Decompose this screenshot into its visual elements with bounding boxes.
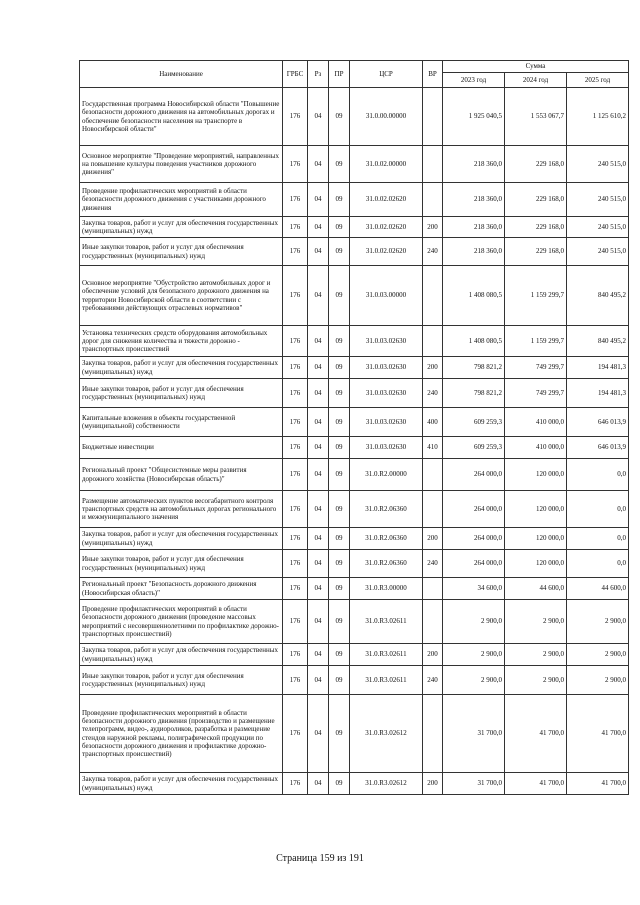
row-sum-2024: 229 168,0 xyxy=(505,217,567,238)
table-row xyxy=(80,600,629,644)
row-sum-2023: 1 408 080,5 xyxy=(443,326,505,357)
row-rz: 04 xyxy=(308,379,329,408)
row-pr: 09 xyxy=(329,326,350,357)
row-sum-2025: 646 013,9 xyxy=(567,437,629,459)
row-csr: 31.0.02.02620 xyxy=(350,183,423,217)
row-name: Капитальные вложения в объекты государственной (муниципальной) собственности xyxy=(80,408,283,437)
row-sum-2025: 240 515,0 xyxy=(567,217,629,238)
row-rz: 04 xyxy=(308,408,329,437)
row-sum-2023: 609 259,3 xyxy=(443,408,505,437)
table-row xyxy=(80,666,629,695)
row-sum-2024: 120 000,0 xyxy=(505,491,567,528)
row-sum-2024: 120 000,0 xyxy=(505,550,567,578)
row-grbs: 176 xyxy=(283,183,308,217)
row-vr xyxy=(423,146,443,183)
header-year-2025: 2025 год xyxy=(567,73,629,88)
row-sum-2023: 264 000,0 xyxy=(443,491,505,528)
row-grbs: 176 xyxy=(283,491,308,528)
header-csr: ЦСР xyxy=(350,61,423,88)
header-vr: ВР xyxy=(423,61,443,88)
row-grbs: 176 xyxy=(283,666,308,695)
row-pr: 09 xyxy=(329,238,350,266)
row-vr: 400 xyxy=(423,408,443,437)
row-sum-2023: 34 600,0 xyxy=(443,578,505,600)
row-name: Основное мероприятие "Проведение мероприятий, направленных на повышение культуры поведения участников дорожного движения" xyxy=(80,146,283,183)
row-csr: 31.0.03.02630 xyxy=(350,379,423,408)
table-row xyxy=(80,550,629,578)
table-row xyxy=(80,357,629,379)
row-name: Проведение профилактических мероприятий в области безопасности дорожного движения (проведение массовых мероприятий с несовершеннолетними по профилактике дорожно-транспортных происшествий) xyxy=(80,600,283,644)
row-sum-2025: 0,0 xyxy=(567,491,629,528)
row-sum-2023: 218 360,0 xyxy=(443,217,505,238)
row-csr: 31.0.R2.06360 xyxy=(350,550,423,578)
row-pr: 09 xyxy=(329,357,350,379)
row-sum-2025: 2 900,0 xyxy=(567,600,629,644)
row-pr: 09 xyxy=(329,146,350,183)
row-name: Бюджетные инвестиции xyxy=(80,437,283,459)
row-sum-2025: 194 481,3 xyxy=(567,357,629,379)
table-row xyxy=(80,217,629,238)
row-name: Региональный проект "Общесистемные меры развития дорожного хозяйства (Новосибирская область)" xyxy=(80,459,283,491)
row-sum-2024: 410 000,0 xyxy=(505,408,567,437)
row-sum-2023: 798 821,2 xyxy=(443,357,505,379)
row-grbs: 176 xyxy=(283,600,308,644)
row-grbs: 176 xyxy=(283,146,308,183)
row-csr: 31.0.03.00000 xyxy=(350,266,423,326)
row-name: Закупка товаров, работ и услуг для обеспечения государственных (муниципальных) нужд xyxy=(80,528,283,550)
header-year-2024: 2024 год xyxy=(505,73,567,88)
row-pr: 09 xyxy=(329,666,350,695)
row-sum-2025: 240 515,0 xyxy=(567,238,629,266)
row-sum-2025: 0,0 xyxy=(567,528,629,550)
row-rz: 04 xyxy=(308,550,329,578)
table-row xyxy=(80,408,629,437)
row-pr: 09 xyxy=(329,695,350,773)
row-sum-2024: 41 700,0 xyxy=(505,773,567,795)
row-sum-2023: 2 900,0 xyxy=(443,644,505,666)
row-sum-2024: 44 600,0 xyxy=(505,578,567,600)
row-vr xyxy=(423,491,443,528)
header-name: Наименование xyxy=(80,61,283,88)
row-name: Размещение автоматических пунктов весогабаритного контроля транспортных средств на автомобильных дорогах регионального и межмуниципального значения xyxy=(80,491,283,528)
row-sum-2024: 229 168,0 xyxy=(505,183,567,217)
row-csr: 31.0.R2.06360 xyxy=(350,528,423,550)
row-csr: 31.0.R3.02612 xyxy=(350,695,423,773)
row-sum-2023: 264 000,0 xyxy=(443,528,505,550)
row-csr: 31.0.R3.02612 xyxy=(350,773,423,795)
row-name: Закупка товаров, работ и услуг для обеспечения государственных (муниципальных) нужд xyxy=(80,644,283,666)
row-pr: 09 xyxy=(329,600,350,644)
row-csr: 31.0.R2.00000 xyxy=(350,459,423,491)
row-csr: 31.0.R3.02611 xyxy=(350,600,423,644)
row-csr: 31.0.03.02630 xyxy=(350,408,423,437)
row-sum-2025: 646 013,9 xyxy=(567,408,629,437)
table-row xyxy=(80,695,629,773)
row-csr: 31.0.03.02630 xyxy=(350,326,423,357)
row-rz: 04 xyxy=(308,88,329,146)
row-grbs: 176 xyxy=(283,357,308,379)
row-grbs: 176 xyxy=(283,644,308,666)
table-row xyxy=(80,491,629,528)
row-rz: 04 xyxy=(308,666,329,695)
row-csr: 31.0.02.00000 xyxy=(350,146,423,183)
row-sum-2024: 2 900,0 xyxy=(505,600,567,644)
row-sum-2023: 609 259,3 xyxy=(443,437,505,459)
row-rz: 04 xyxy=(308,578,329,600)
row-vr: 240 xyxy=(423,238,443,266)
row-pr: 09 xyxy=(329,437,350,459)
page-number: Страница 159 из 191 xyxy=(276,853,364,864)
row-rz: 04 xyxy=(308,217,329,238)
row-csr: 31.0.R2.06360 xyxy=(350,491,423,528)
row-pr: 09 xyxy=(329,88,350,146)
row-pr: 09 xyxy=(329,550,350,578)
table-row xyxy=(80,238,629,266)
row-sum-2025: 2 900,0 xyxy=(567,644,629,666)
table-row xyxy=(80,379,629,408)
row-grbs: 176 xyxy=(283,408,308,437)
table-row xyxy=(80,326,629,357)
row-sum-2024: 410 000,0 xyxy=(505,437,567,459)
row-sum-2025: 840 495,2 xyxy=(567,326,629,357)
row-name: Основное мероприятие "Обустройство автомобильных дорог и обеспечение условий для безопасного дорожного движения на территории Новосибирской области в соответствии с требованиями действующих отраслевых нормативов" xyxy=(80,266,283,326)
row-sum-2025: 0,0 xyxy=(567,459,629,491)
row-sum-2025: 240 515,0 xyxy=(567,183,629,217)
row-grbs: 176 xyxy=(283,695,308,773)
row-rz: 04 xyxy=(308,600,329,644)
row-grbs: 176 xyxy=(283,88,308,146)
row-grbs: 176 xyxy=(283,459,308,491)
row-grbs: 176 xyxy=(283,550,308,578)
row-sum-2023: 264 000,0 xyxy=(443,459,505,491)
row-sum-2024: 1 159 299,7 xyxy=(505,266,567,326)
row-vr: 200 xyxy=(423,644,443,666)
row-rz: 04 xyxy=(308,773,329,795)
row-csr: 31.0.02.02620 xyxy=(350,238,423,266)
row-csr: 31.0.R3.02611 xyxy=(350,644,423,666)
row-sum-2024: 1 553 067,7 xyxy=(505,88,567,146)
header-grbs: ГРБС xyxy=(283,61,308,88)
row-pr: 09 xyxy=(329,459,350,491)
row-sum-2024: 41 700,0 xyxy=(505,695,567,773)
row-csr: 31.0.03.02630 xyxy=(350,437,423,459)
row-sum-2025: 2 900,0 xyxy=(567,666,629,695)
row-name: Проведение профилактических мероприятий в области безопасности дорожного движения (производство и размещение телепрограмм, видео-, аудиороликов, разработка и размещение стендов наружной рекламы, полиграфической продукции по безопасности дорожного движения и профилактике дорожно-транспортных происшествий) xyxy=(80,695,283,773)
row-vr xyxy=(423,183,443,217)
row-pr: 09 xyxy=(329,578,350,600)
row-pr: 09 xyxy=(329,266,350,326)
row-rz: 04 xyxy=(308,695,329,773)
row-vr: 240 xyxy=(423,550,443,578)
row-grbs: 176 xyxy=(283,238,308,266)
row-sum-2024: 120 000,0 xyxy=(505,459,567,491)
row-name: Установка технических средств оборудования автомобильных дорог для снижения количества и тяжести дорожно - транспортных происшествий xyxy=(80,326,283,357)
row-grbs: 176 xyxy=(283,773,308,795)
row-rz: 04 xyxy=(308,644,329,666)
row-rz: 04 xyxy=(308,491,329,528)
row-csr: 31.0.R3.02611 xyxy=(350,666,423,695)
row-rz: 04 xyxy=(308,238,329,266)
row-name: Закупка товаров, работ и услуг для обеспечения государственных (муниципальных) нужд xyxy=(80,773,283,795)
row-grbs: 176 xyxy=(283,437,308,459)
row-vr: 240 xyxy=(423,666,443,695)
row-vr xyxy=(423,88,443,146)
row-name: Иные закупки товаров, работ и услуг для обеспечения государственных (муниципальных) нужд xyxy=(80,666,283,695)
row-grbs: 176 xyxy=(283,217,308,238)
row-name: Иные закупки товаров, работ и услуг для обеспечения государственных (муниципальных) нужд xyxy=(80,238,283,266)
row-sum-2023: 264 000,0 xyxy=(443,550,505,578)
row-name: Закупка товаров, работ и услуг для обеспечения государственных (муниципальных) нужд xyxy=(80,357,283,379)
row-rz: 04 xyxy=(308,266,329,326)
row-vr: 200 xyxy=(423,217,443,238)
row-sum-2025: 41 700,0 xyxy=(567,695,629,773)
row-vr: 240 xyxy=(423,379,443,408)
table-row xyxy=(80,528,629,550)
row-sum-2025: 194 481,3 xyxy=(567,379,629,408)
row-sum-2024: 2 900,0 xyxy=(505,666,567,695)
header-rz: Рз xyxy=(308,61,329,88)
table-row xyxy=(80,437,629,459)
table-row xyxy=(80,183,629,217)
table-row xyxy=(80,146,629,183)
table-body xyxy=(80,88,629,795)
header-sum: Сумма xyxy=(443,61,629,73)
row-sum-2023: 218 360,0 xyxy=(443,183,505,217)
row-csr: 31.0.00.00000 xyxy=(350,88,423,146)
row-pr: 09 xyxy=(329,773,350,795)
row-pr: 09 xyxy=(329,491,350,528)
row-name: Региональный проект "Безопасность дорожного движения (Новосибирская область)" xyxy=(80,578,283,600)
table-row xyxy=(80,644,629,666)
row-pr: 09 xyxy=(329,379,350,408)
row-csr: 31.0.R3.00000 xyxy=(350,578,423,600)
budget-table xyxy=(79,60,629,795)
row-sum-2025: 41 700,0 xyxy=(567,773,629,795)
table-row xyxy=(80,773,629,795)
row-vr xyxy=(423,600,443,644)
row-vr xyxy=(423,695,443,773)
row-vr xyxy=(423,326,443,357)
row-sum-2023: 218 360,0 xyxy=(443,238,505,266)
row-sum-2023: 2 900,0 xyxy=(443,600,505,644)
row-pr: 09 xyxy=(329,528,350,550)
header-year-2023: 2023 год xyxy=(443,73,505,88)
row-rz: 04 xyxy=(308,528,329,550)
row-vr xyxy=(423,578,443,600)
row-sum-2024: 229 168,0 xyxy=(505,238,567,266)
row-grbs: 176 xyxy=(283,379,308,408)
row-sum-2023: 798 821,2 xyxy=(443,379,505,408)
row-vr xyxy=(423,266,443,326)
row-rz: 04 xyxy=(308,146,329,183)
row-grbs: 176 xyxy=(283,326,308,357)
row-rz: 04 xyxy=(308,326,329,357)
row-sum-2024: 1 159 299,7 xyxy=(505,326,567,357)
row-grbs: 176 xyxy=(283,266,308,326)
table-row xyxy=(80,578,629,600)
row-sum-2024: 229 168,0 xyxy=(505,146,567,183)
row-pr: 09 xyxy=(329,644,350,666)
header-pr: ПР xyxy=(329,61,350,88)
row-pr: 09 xyxy=(329,183,350,217)
row-name: Иные закупки товаров, работ и услуг для обеспечения государственных (муниципальных) нужд xyxy=(80,550,283,578)
row-sum-2023: 1 408 080,5 xyxy=(443,266,505,326)
row-vr: 410 xyxy=(423,437,443,459)
row-rz: 04 xyxy=(308,183,329,217)
row-grbs: 176 xyxy=(283,578,308,600)
row-rz: 04 xyxy=(308,357,329,379)
row-vr: 200 xyxy=(423,528,443,550)
row-name: Государственная программа Новосибирской области "Повышение безопасности дорожного движения на автомобильных дорогах и обеспечение безопасности населения на транспорте в Новосибирской области" xyxy=(80,88,283,146)
row-csr: 31.0.02.02620 xyxy=(350,217,423,238)
row-name: Иные закупки товаров, работ и услуг для обеспечения государственных (муниципальных) нужд xyxy=(80,379,283,408)
row-vr: 200 xyxy=(423,357,443,379)
row-grbs: 176 xyxy=(283,528,308,550)
row-sum-2024: 2 900,0 xyxy=(505,644,567,666)
row-csr: 31.0.03.02630 xyxy=(350,357,423,379)
row-sum-2023: 31 700,0 xyxy=(443,773,505,795)
row-sum-2023: 31 700,0 xyxy=(443,695,505,773)
row-name: Закупка товаров, работ и услуг для обеспечения государственных (муниципальных) нужд xyxy=(80,217,283,238)
row-pr: 09 xyxy=(329,217,350,238)
row-vr xyxy=(423,459,443,491)
row-pr: 09 xyxy=(329,408,350,437)
row-sum-2024: 749 299,7 xyxy=(505,357,567,379)
row-rz: 04 xyxy=(308,459,329,491)
row-vr: 200 xyxy=(423,773,443,795)
row-sum-2024: 749 299,7 xyxy=(505,379,567,408)
row-sum-2024: 120 000,0 xyxy=(505,528,567,550)
row-sum-2023: 2 900,0 xyxy=(443,666,505,695)
row-rz: 04 xyxy=(308,437,329,459)
row-sum-2025: 840 495,2 xyxy=(567,266,629,326)
row-sum-2025: 44 600,0 xyxy=(567,578,629,600)
row-sum-2023: 1 925 040,5 xyxy=(443,88,505,146)
table-row xyxy=(80,266,629,326)
row-sum-2025: 0,0 xyxy=(567,550,629,578)
row-sum-2025: 1 125 610,2 xyxy=(567,88,629,146)
row-sum-2023: 218 360,0 xyxy=(443,146,505,183)
row-sum-2025: 240 515,0 xyxy=(567,146,629,183)
table-row xyxy=(80,88,629,146)
row-name: Проведение профилактических мероприятий в области безопасности дорожного движения с участниками дорожного движения xyxy=(80,183,283,217)
table-row xyxy=(80,459,629,491)
